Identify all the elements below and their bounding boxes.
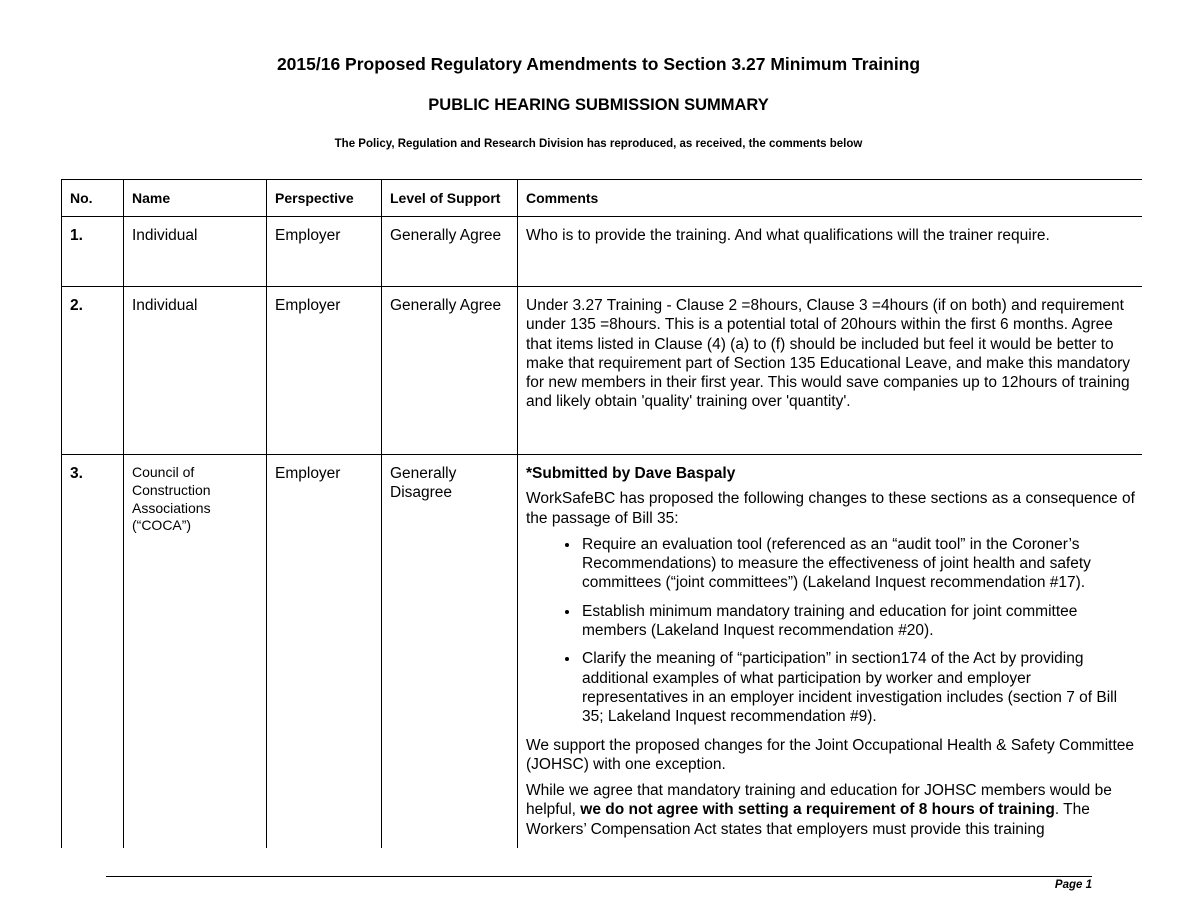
column-header-no: No. [62, 180, 124, 217]
row-comment: Who is to provide the training. And what qualifications will the trainer require. [518, 217, 1143, 287]
column-header-name: Name [124, 180, 267, 217]
row-comment-block [518, 455, 1143, 849]
table-row [62, 287, 1143, 455]
footer-divider [106, 876, 1092, 877]
row-perspective: Employer [267, 217, 382, 287]
closing-text-a: While we agree that mandatory training and education for JOHSC members would be helpful, [526, 782, 1112, 819]
reproduction-note: The Policy, Regulation and Research Division has reproduced, as received, the comments below [334, 138, 863, 150]
row-perspective: Employer [267, 287, 382, 455]
row-number: 2. [62, 287, 124, 455]
row-number: 3. [62, 455, 124, 849]
comment-intro: WorkSafeBC has proposed the following changes to these sections as a consequence of the passage of Bill 35: [526, 490, 1135, 527]
closing-emphasis: we do not agree with setting a requirement of 8 hours of training [580, 801, 1055, 819]
table-row [62, 455, 1143, 849]
submission-table [61, 179, 1142, 848]
document-title: 2015/16 Proposed Regulatory Amendments to Section 3.27 Minimum Training [276, 54, 921, 74]
submitted-by: *Submitted by Dave Baspaly [526, 465, 736, 482]
table-header-row [62, 180, 1143, 217]
row-support: Generally Disagree [382, 455, 518, 849]
table-row [62, 217, 1143, 287]
page-number: Page 1 [1054, 879, 1092, 891]
row-support: Generally Agree [382, 287, 518, 455]
column-header-perspective: Perspective [267, 180, 382, 217]
row-number: 1. [62, 217, 124, 287]
row-support: Generally Agree [382, 217, 518, 287]
list-item: • Clarify the meaning of “participation” in section174 of the Act by providing additional examples of what participation by worker and employer representatives in an employer incident investigation includes (section 7 of Bill 35; Lakeland Inquest recommendation #9). [580, 649, 1136, 726]
closing-paragraph [526, 781, 1136, 839]
closing-text-b: . The Workers’ Compensation Act states that employers must provide this training [526, 801, 1090, 838]
support-statement: We support the proposed changes for the Joint Occupational Health & Safety Committee (JOHSC) with one exception. [526, 736, 1134, 773]
proposed-changes-list [526, 535, 1136, 727]
row-name: Individual [124, 217, 267, 287]
list-item: • Establish minimum mandatory training and education for joint committee members (Lakeland Inquest recommendation #20). [580, 602, 1136, 641]
list-item: • Require an evaluation tool (referenced as an “audit tool” in the Coroner’s Recommendations) to measure the effectiveness of joint health and safety committees (“joint committees”) (Lakeland Inquest recommendation #17). [580, 535, 1136, 593]
column-header-support: Level of Support [382, 180, 518, 217]
row-name: Individual [124, 287, 267, 455]
row-comment: Under 3.27 Training - Clause 2 =8hours, Clause 3 =4hours (if on both) and requirement under 135 =8hours. This is a potential total of 20hours within the first 6 months. Agree that items listed in Clause (4) (a) to (f) should be included but feel it would be better to make that requirement part of Section 135 Educational Leave, and make this mandatory for new members in their first year. This would save companies up to 12hours of training and likely obtain 'quality' training over 'quantity'. [518, 287, 1143, 455]
document-subtitle: PUBLIC HEARING SUBMISSION SUMMARY [428, 96, 769, 114]
column-header-comments: Comments [518, 180, 1143, 217]
row-name: Council of Construction Associations (“COCA”) [124, 455, 267, 849]
row-perspective: Employer [267, 455, 382, 849]
submission-table-container [61, 179, 1142, 848]
